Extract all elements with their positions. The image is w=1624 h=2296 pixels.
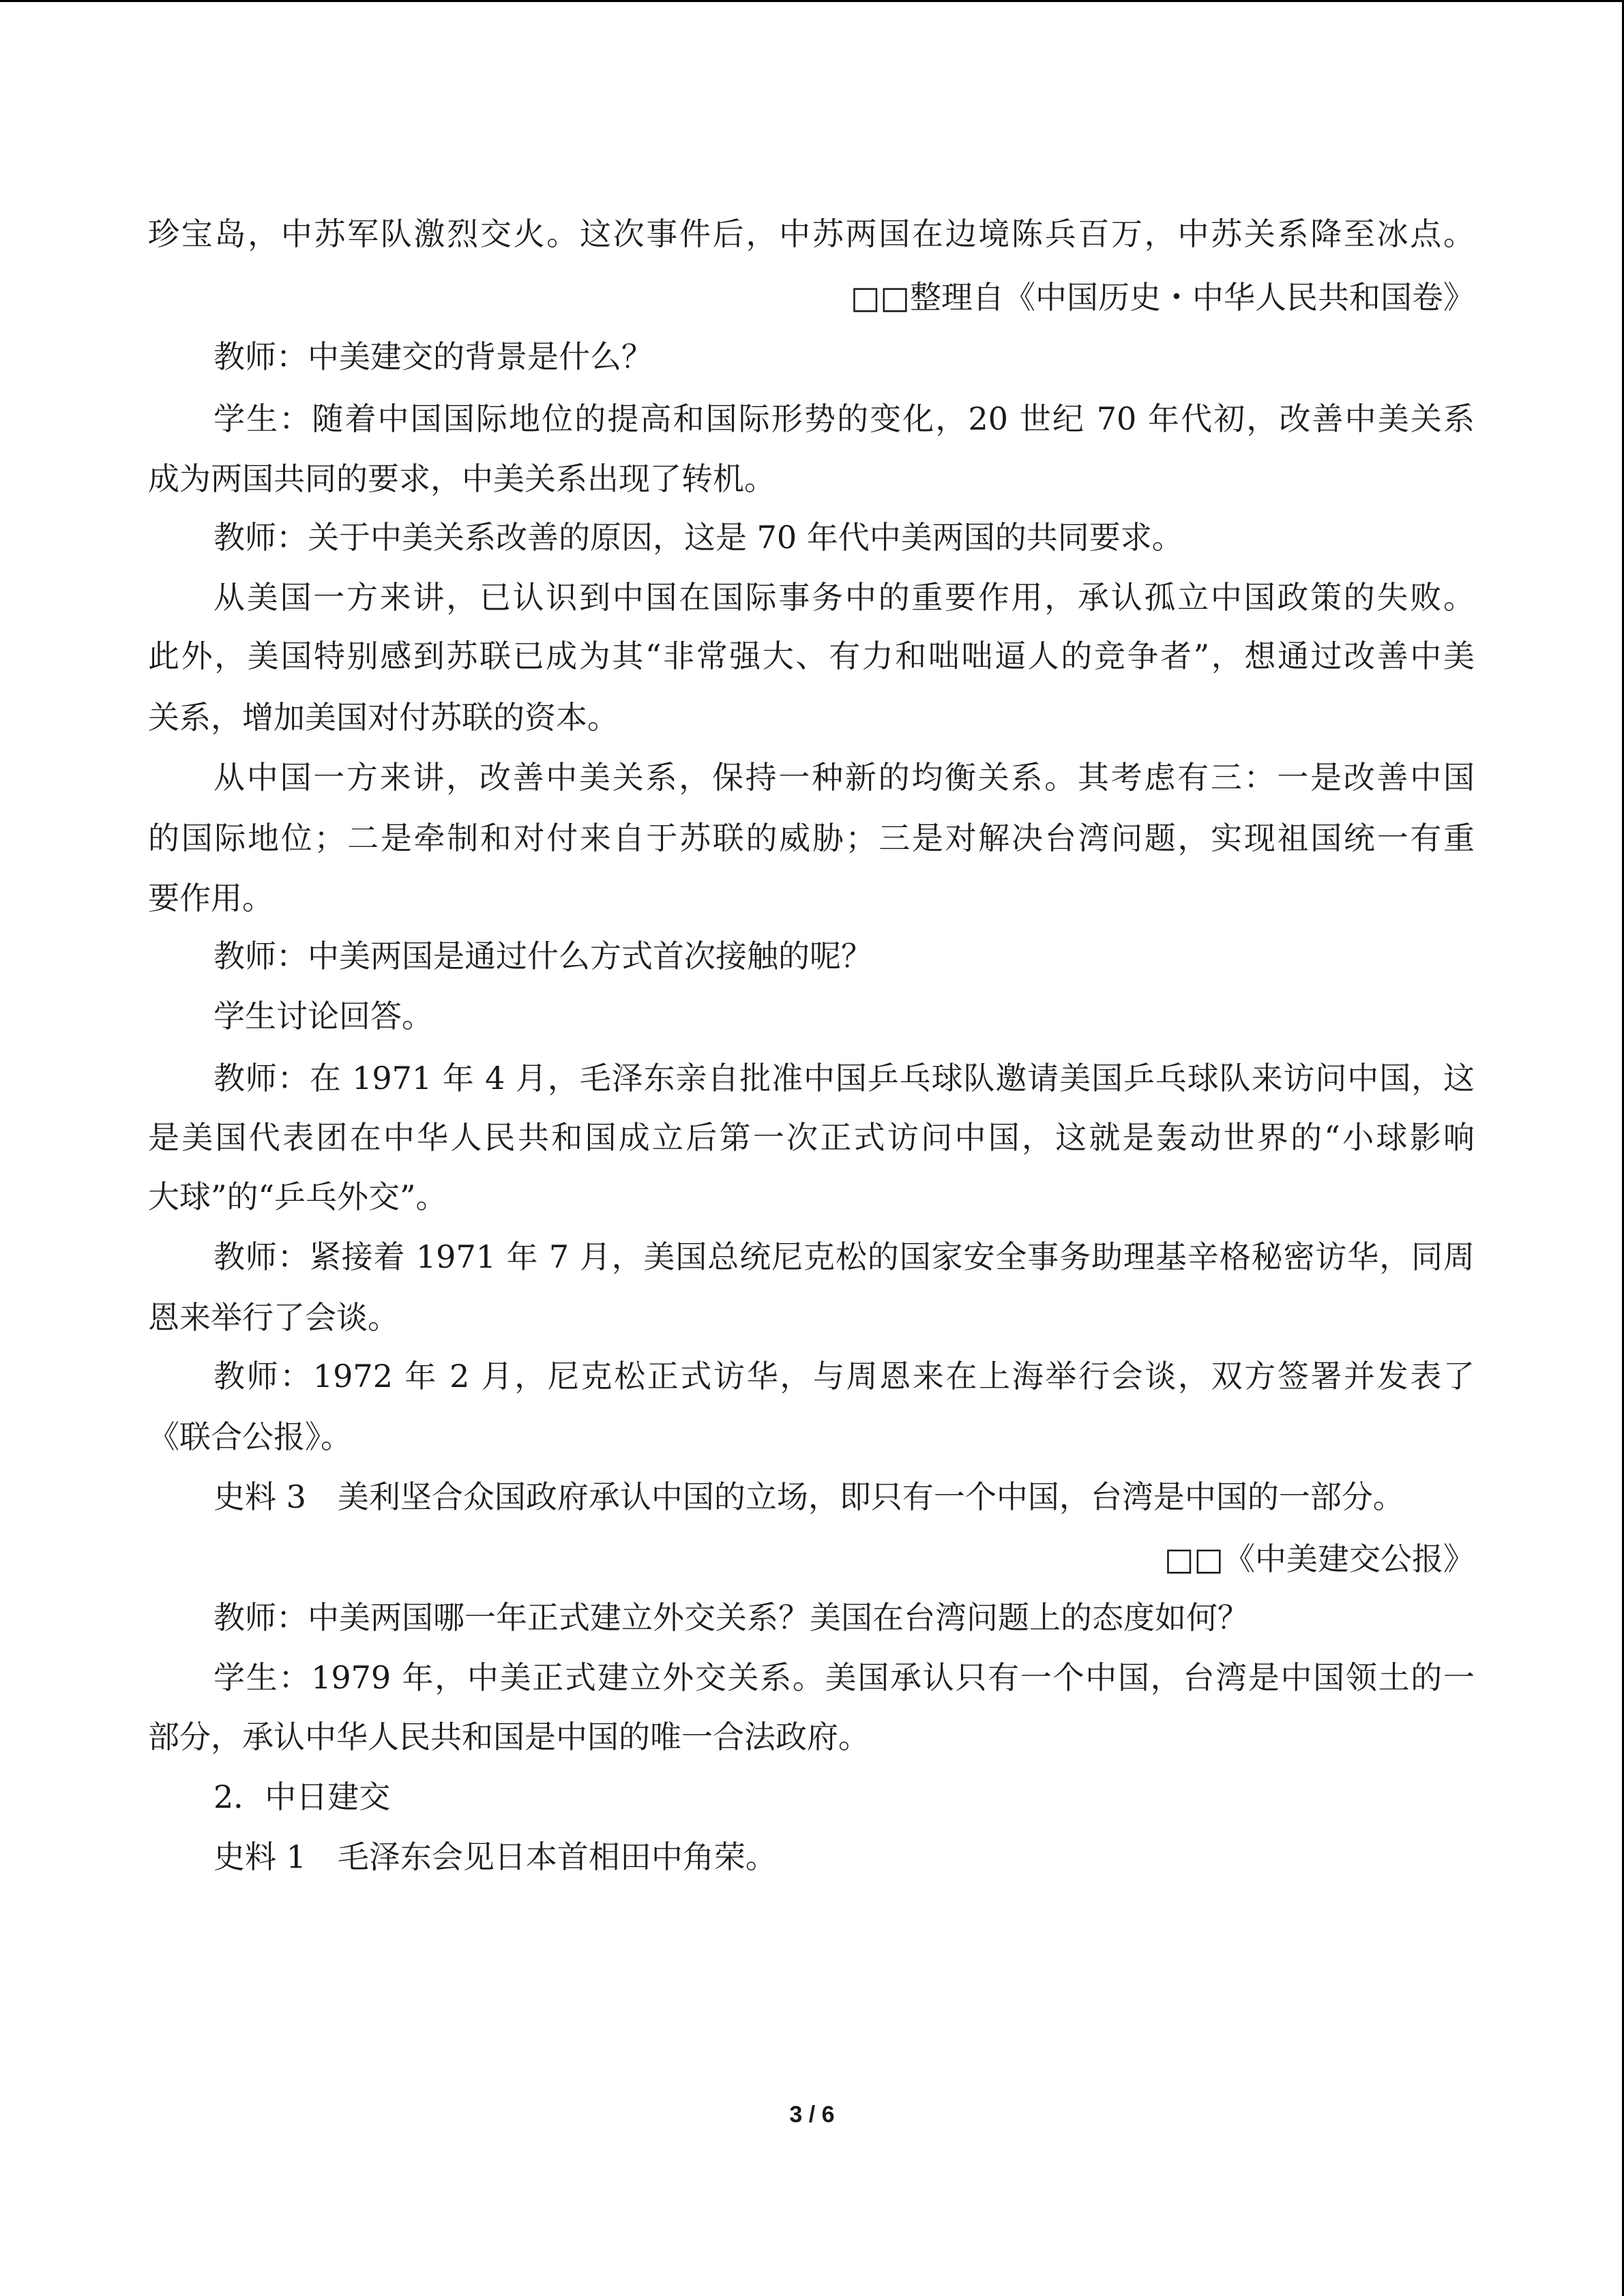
paragraph-line: 珍宝岛，中苏军队激烈交火。这次事件后，中苏两国在边境陈兵百万，中苏关系降至冰点。: [148, 215, 1475, 252]
paragraph-line: 教师：中美两国是通过什么方式首次接触的呢？: [213, 938, 872, 974]
paragraph-line: 教师：紧接着 1971 年 7 月，美国总统尼克松的国家安全事务助理基辛格秘密访华，同周: [213, 1238, 1475, 1275]
historical-source: 史料 1 毛泽东会见日本首相田中角荣。: [213, 1838, 777, 1875]
paragraph-line: 教师：在 1971 年 4 月，毛泽东亲自批准中国乒乓球队邀请美国乒乓球队来访问中国，这: [213, 1060, 1475, 1097]
paragraph-line: 教师：中美两国哪一年正式建立外交关系？美国在台湾问题上的态度如何？: [213, 1599, 1249, 1636]
paragraph-line: 教师：中美建交的背景是什么？: [213, 338, 653, 375]
paragraph-line: 《联合公报》。: [148, 1418, 352, 1455]
paragraph-line: 是美国代表团在中华人民共和国成立后第一次正式访问中国，这就是轰动世界的“小球影响: [148, 1119, 1475, 1156]
paragraph-line: 教师：关于中美关系改善的原因，这是 70 年代中美两国的共同要求。: [213, 519, 1183, 556]
paragraph-line: 的国际地位；二是牵制和对付来自于苏联的威胁；三是对解决台湾问题，实现祖国统一有重: [148, 820, 1475, 856]
paragraph-line: 学生讨论回答。: [213, 998, 433, 1034]
paragraph-line: 要作用。: [148, 880, 274, 916]
paragraph-line: 教师：1972 年 2 月，尼克松正式访华，与周恩来在上海举行会谈，双方签署并发表了: [213, 1358, 1475, 1395]
paragraph-line: 关系，增加美国对付苏联的资本。: [148, 699, 619, 736]
page-number: 3 / 6: [789, 2102, 835, 2128]
paragraph-line: 此外，美国特别感到苏联已成为其“非常强大、有力和咄咄逼人的竞争者”，想通过改善中美: [148, 638, 1475, 674]
source-citation: □□《中美建交公报》: [1164, 1540, 1475, 1577]
paragraph-line: 学生：1979 年，中美正式建立外交关系。美国承认只有一个中国，台湾是中国领土的一: [213, 1659, 1475, 1696]
historical-source: 史料 3 美利坚合众国政府承认中国的立场，即只有一个中国，台湾是中国的一部分。: [213, 1478, 1404, 1515]
paragraph-line: 从美国一方来讲，已认识到中国在国际事务中的重要作用，承认孤立中国政策的失败。: [213, 579, 1475, 616]
paragraph-line: 部分，承认中华人民共和国是中国的唯一合法政府。: [148, 1718, 870, 1755]
paragraph-line: 恩来举行了会谈。: [148, 1299, 399, 1336]
paragraph-line: 学生：随着中国国际地位的提高和国际形势的变化，20 世纪 70 年代初，改善中美关系: [213, 400, 1475, 437]
source-citation: □□整理自《中国历史・中华人民共和国卷》: [851, 279, 1475, 316]
paragraph-line: 大球”的“乒乓外交”。: [148, 1178, 447, 1215]
paragraph-line: 从中国一方来讲，改善中美关系，保持一种新的均衡关系。其考虑有三：一是改善中国: [213, 759, 1475, 796]
section-heading: 2．中日建交: [213, 1778, 391, 1815]
paragraph-line: 成为两国共同的要求，中美关系出现了转机。: [148, 460, 776, 497]
